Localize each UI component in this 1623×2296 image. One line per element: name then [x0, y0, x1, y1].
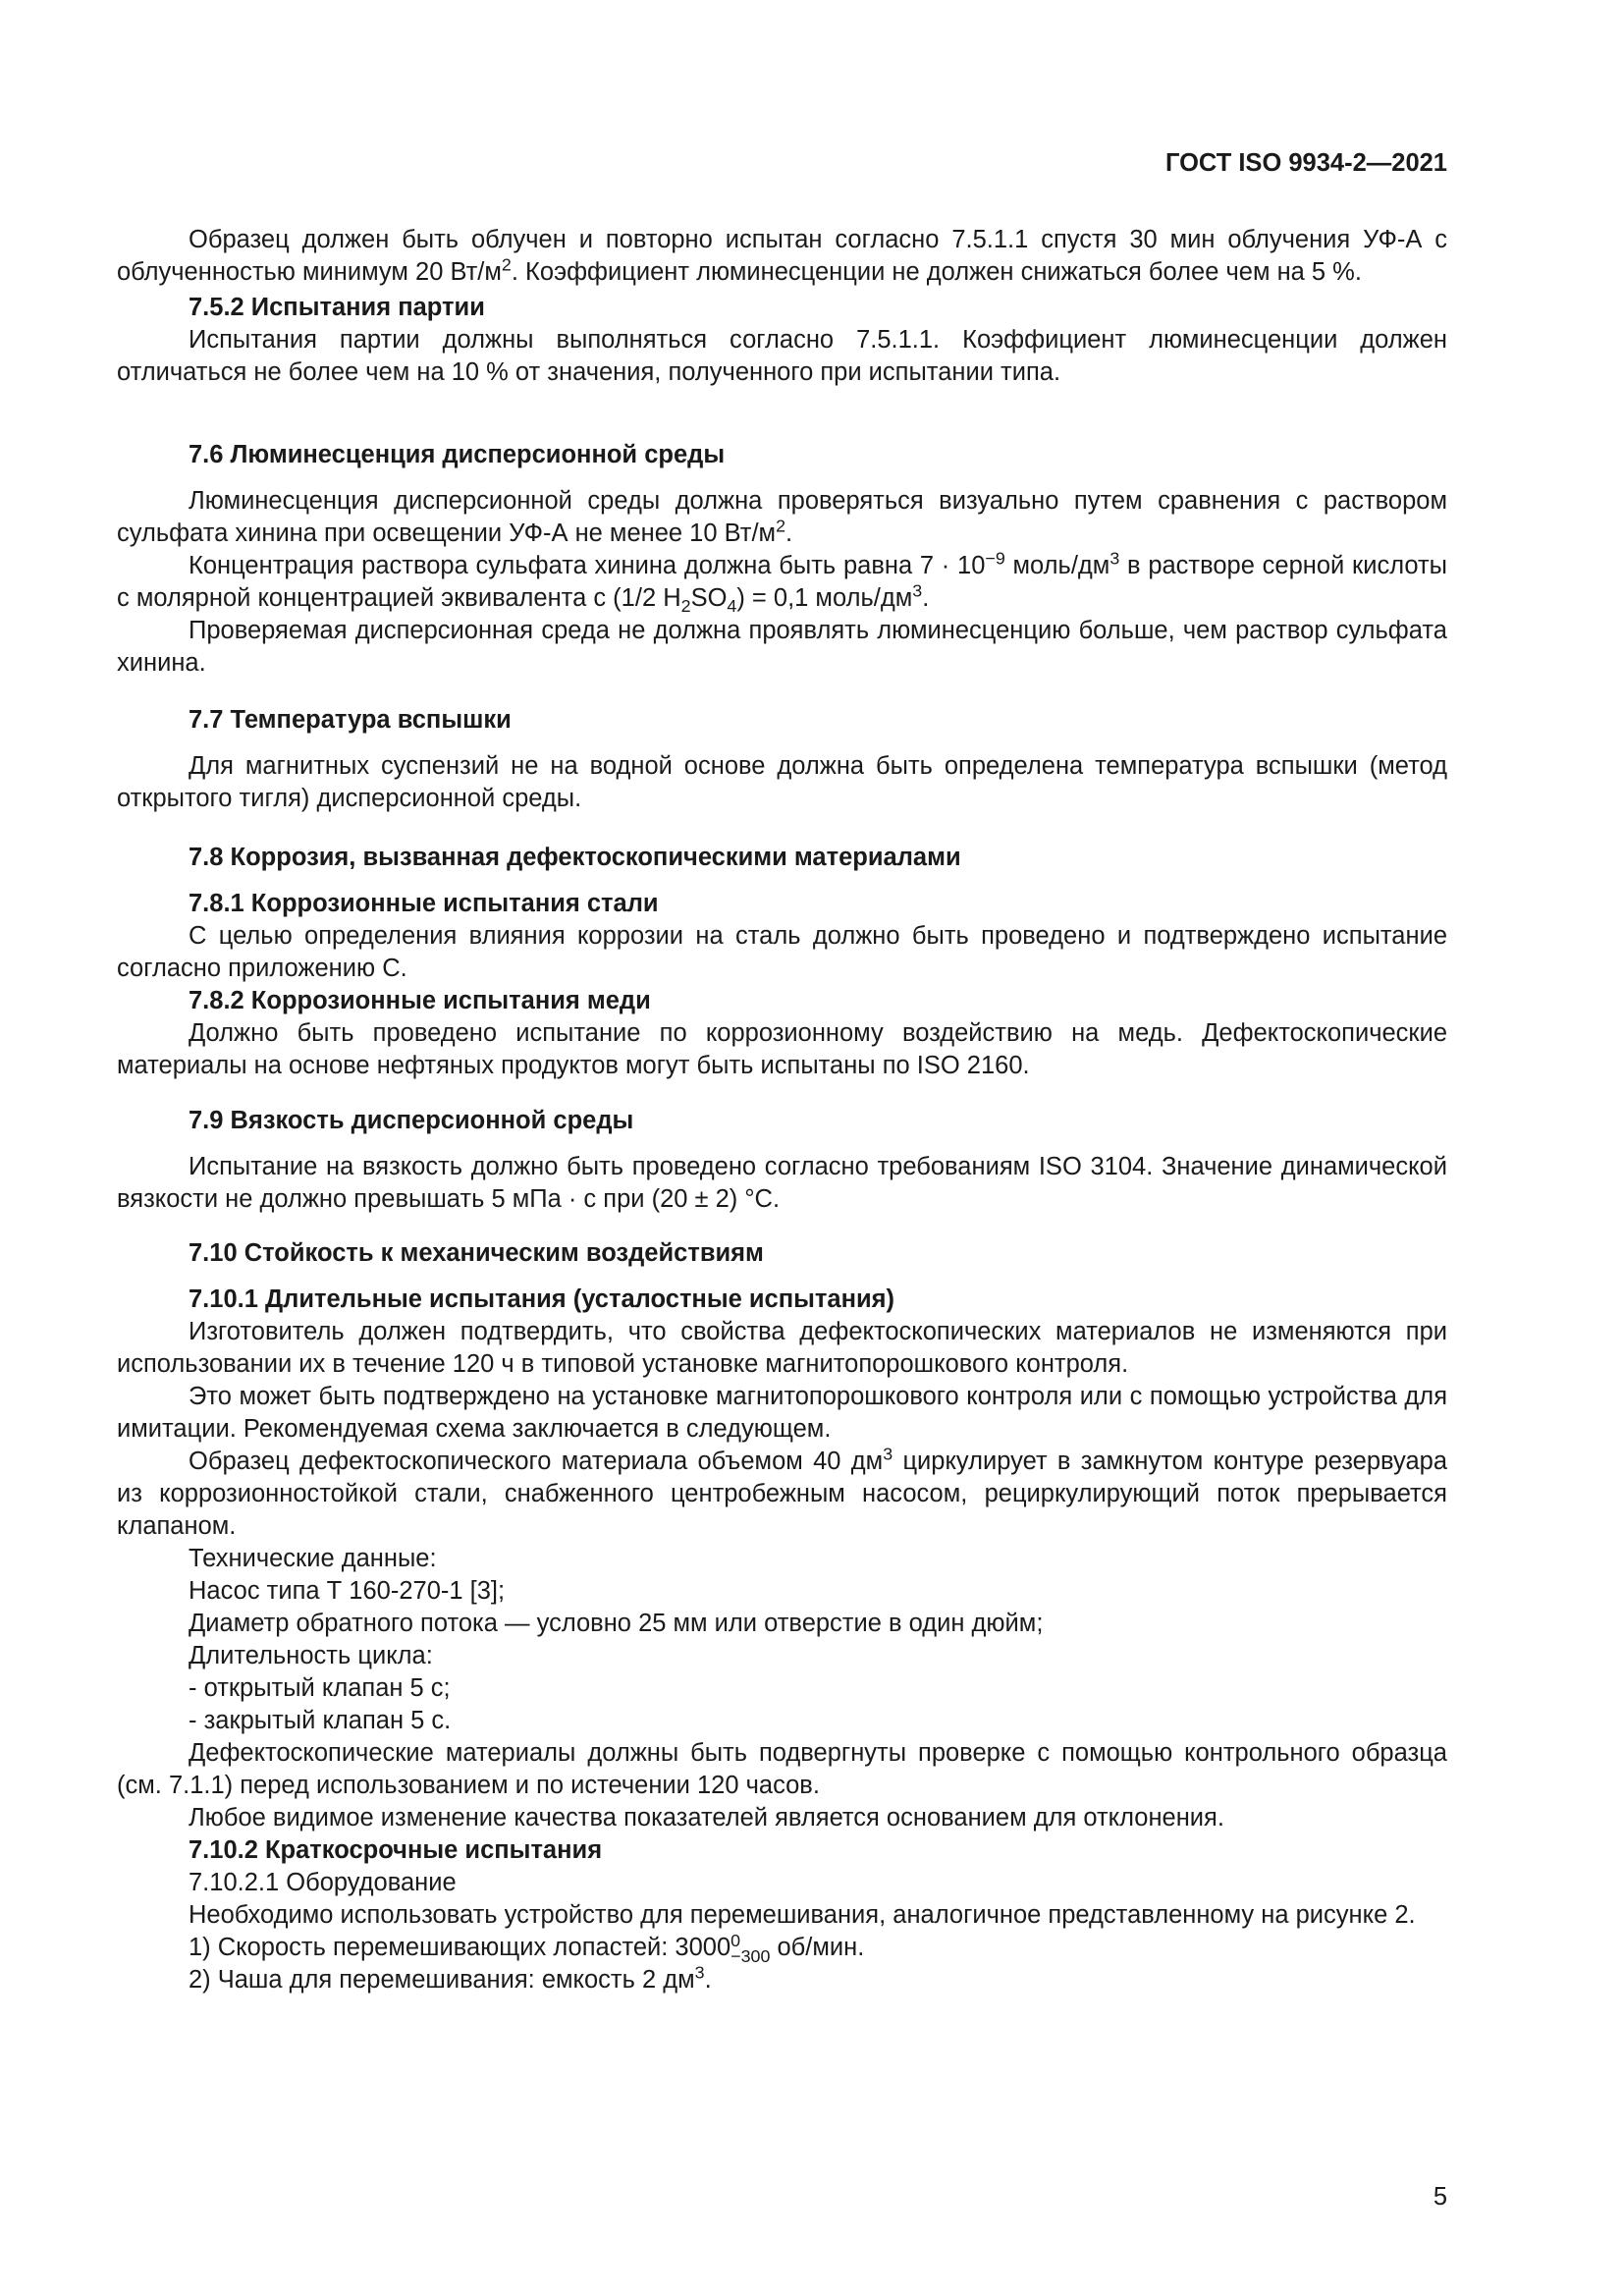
superscript: 2 — [776, 516, 786, 536]
heading-7-10-2-1: 7.10.2.1 Оборудование — [189, 1869, 457, 1896]
text: 1) Скорость перемешивающих лопастей: 3000 — [189, 1934, 731, 1961]
section-7-7 — [117, 704, 1447, 815]
heading-7-8-2: 7.8.2 Коррозионные испытания меди — [189, 987, 651, 1014]
list-item-open-valve: - открытый клапан 5 с; — [189, 1674, 451, 1702]
text: Образец дефектоскопического материала объемом 40 дм — [189, 1448, 884, 1475]
text: в растворе серной кислоты с молярной концентрацией эквивалента c (1/2 H — [117, 552, 1447, 612]
heading-7-10-1: 7.10.1 Длительные испытания (усталостные испытания) — [189, 1285, 895, 1313]
text: Образец должен быть облучен и повторно испытан согласно 7.5.1.1 спустя 30 мин облучения УФ-А с облученностью минимум 20 Вт/м — [117, 226, 1447, 286]
superscript: −9 — [985, 548, 1005, 569]
paragraph-viscosity: Испытание на вязкость должно быть проведено согласно требованиям ISO 3104. Значение динамической вязкости не должно превышать 5 мПа · с при (20 ± 2) °С. — [117, 1153, 1447, 1213]
heading-7-5-2: 7.5.2 Испытания партии — [189, 294, 485, 321]
document-header-id: ГОСТ ISO 9934-2—2021 — [1164, 149, 1447, 177]
section-7-9 — [117, 1105, 1447, 1216]
section-7-8 — [117, 842, 1447, 1082]
page-number: 5 — [1433, 2183, 1447, 2211]
line-technical-data: Технические данные: — [189, 1545, 437, 1572]
subscript: 4 — [727, 596, 737, 617]
paragraph-batch-tests: Испытания партии должны выполняться согласно 7.5.1.1. Коэффициент люминесценции должен отличаться не более чем на 10 % от значения, полученного при испытании типа. — [117, 326, 1447, 386]
heading-7-6: 7.6 Люминесценция дисперсионной среды — [189, 441, 726, 468]
line-cycle-duration: Длительность цикла: — [189, 1642, 433, 1669]
list-item-closed-valve: - закрытый клапан 5 с. — [189, 1707, 452, 1734]
section-7-5-continuation — [117, 224, 1447, 389]
heading-7-10-2: 7.10.2 Краткосрочные испытания — [189, 1836, 603, 1864]
superscript: 3 — [1109, 548, 1120, 569]
line-pump-type: Насос типа Т 160-270-1 [3]; — [189, 1577, 506, 1605]
paragraph-medium-check: Проверяемая дисперсионная среда не должна проявлять люминесценцию больше, чем раствор сульфата хинина. — [117, 617, 1447, 677]
paragraph-manufacturer: Изготовитель должен подтвердить, что свойства дефектоскопических материалов не изменяются при использовании их в течение 120 ч в типовой установке магнитопорошкового контроля. — [117, 1318, 1447, 1378]
superscript: 0 — [730, 1931, 741, 1951]
section-7-10 — [117, 1237, 1447, 1996]
text: об/мин. — [770, 1934, 865, 1961]
paragraph-mixing-device: Необходимо использовать устройство для перемешивания, аналогичное представленному на рисунке 2. — [189, 1901, 1416, 1929]
heading-7-7: 7.7 Температура вспышки — [189, 706, 512, 734]
text: циркулирует в замкнутом контуре резервуара из коррозионностойкой стали, снабженного центробежным насосом, рециркулирующий поток прерывается клапаном. — [117, 1448, 1447, 1540]
paragraph-luminescence — [117, 485, 1447, 550]
heading-7-8: 7.8 Коррозия, вызванная дефектоскопическими материалами — [189, 844, 961, 871]
list-item-bowl-capacity — [117, 1964, 1447, 1996]
paragraph-quinine-concentration — [117, 550, 1447, 615]
text: . — [704, 1966, 712, 1995]
heading-7-10: 7.10 Стойкость к механическим воздействиям — [189, 1239, 764, 1267]
paragraph-flash-point: Для магнитных суспензий не на водной основе должна быть определена температура вспышки (метод открытого тигля) дисперсионной среды. — [117, 752, 1447, 812]
superscript: 2 — [501, 254, 512, 275]
paragraph-sample-circulation — [117, 1446, 1447, 1543]
paragraph-rejection: Любое видимое изменение качества показателей является основанием для отклонения. — [189, 1804, 1224, 1831]
text: SO — [690, 584, 728, 612]
text: Люминесценция дисперсионной среды должна проверяться визуально путем сравнения с раствором сульфата хинина при освещении УФ-А не менее 10 Вт/м — [117, 487, 1447, 547]
paragraph-irradiation — [117, 224, 1447, 289]
text: 2) Чаша для перемешивания: емкость 2 дм — [189, 1966, 695, 1995]
text: . Коэффициент люминесценции не должен снижаться более чем на 5 %. — [511, 258, 1362, 286]
text: Концентрация раствора сульфата хинина должна быть равна 7 · 10 — [189, 552, 986, 579]
heading-7-8-1: 7.8.1 Коррозионные испытания стали — [189, 890, 659, 917]
subscript: −300 — [730, 1946, 771, 1967]
text: . — [922, 584, 930, 612]
superscript: 3 — [912, 580, 923, 601]
paragraph-control-sample: Дефектоскопические материалы должны быть подвергнуты проверке с помощью контрольного образца (см. 7.1.1) перед использованием и по истечении 120 часов. — [117, 1739, 1447, 1799]
section-7-6 — [117, 439, 1447, 680]
text: . — [785, 519, 793, 547]
superscript: 3 — [883, 1444, 893, 1464]
paragraph-simulation: Это может быть подтверждено на установке магнитопорошкового контроля или с помощью устройства для имитации. Рекомендуемая схема заключается в следующем. — [117, 1383, 1447, 1443]
superscript: 3 — [694, 1962, 705, 1983]
list-item-blade-speed — [117, 1931, 1447, 1967]
text: ) = 0,1 моль/дм — [736, 584, 913, 612]
paragraph-copper-corrosion: Должно быть проведено испытание по коррозионному воздействию на медь. Дефектоскопические материалы на основе нефтяных продуктов могут быть испытаны по ISO 2160. — [117, 1019, 1447, 1079]
text: моль/дм — [1004, 552, 1110, 579]
line-return-diameter: Диаметр обратного потока — условно 25 мм или отверстие в один дюйм; — [189, 1610, 1044, 1637]
heading-7-9: 7.9 Вязкость дисперсионной среды — [189, 1107, 634, 1134]
subscript: 2 — [680, 596, 691, 617]
paragraph-steel-corrosion: С целью определения влияния коррозии на сталь должно быть проведено и подтверждено испытание согласно приложению С. — [117, 922, 1447, 982]
